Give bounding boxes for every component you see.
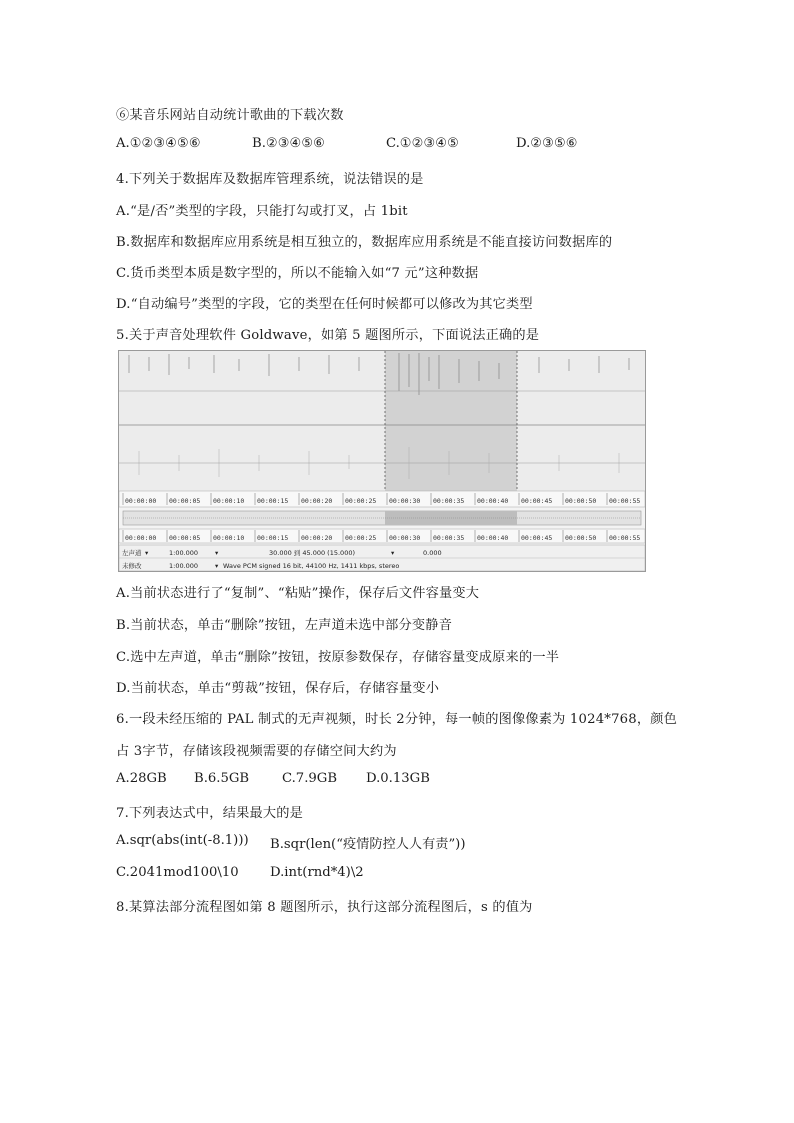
ruler-tick-label: 00:00:10 [213, 497, 245, 505]
svg-text:▾: ▾ [145, 549, 149, 557]
q4-option-b: B.数据库和数据库应用系统是相互独立的，数据库应用系统是不能直接访问数据库的 [116, 235, 613, 250]
ruler-tick-label: 00:00:50 [565, 497, 597, 505]
q8-stem: 8.某算法部分流程图如第 8 题图所示，执行这部分流程图后，s 的值为 [116, 900, 533, 915]
ruler-tick-label: 00:00:15 [257, 497, 289, 505]
ruler-tick-label: 00:00:05 [169, 534, 201, 542]
q4-stem: 4.下列关于数据库及数据库管理系统，说法错误的是 [116, 172, 424, 187]
q7-option-d: D.int(rnd*4)\2 [270, 865, 364, 880]
q3-option-a: A.①②③④⑤⑥ [116, 136, 201, 151]
ruler-tick-label: 00:00:45 [521, 497, 553, 505]
svg-text:▾: ▾ [215, 562, 219, 570]
ruler-tick-label: 00:00:45 [521, 534, 553, 542]
status-zoom2: 1:00.000 [169, 562, 199, 570]
ruler-tick-label: 00:00:00 [125, 497, 157, 505]
svg-text:▾: ▾ [391, 549, 395, 557]
q5-option-c: C.选中左声道，单击“删除”按钮，按原参数保存，存储容量变成原来的一半 [116, 650, 560, 665]
ruler-tick-label: 00:00:15 [257, 534, 289, 542]
q3-item6: ⑥某音乐网站自动统计歌曲的下载次数 [116, 108, 344, 123]
ruler-tick-label: 00:00:35 [433, 497, 465, 505]
q7-stem: 7.下列表达式中，结果最大的是 [116, 806, 304, 821]
ruler-tick-label: 00:00:30 [389, 534, 421, 542]
q7-option-a: A.sqr(abs(int(-8.1))) [116, 833, 249, 848]
svg-text:▾: ▾ [215, 549, 219, 557]
ruler-tick-label: 00:00:50 [565, 534, 597, 542]
status-format: Wave PCM signed 16 bit, 44100 Hz, 1411 kbps, stereo [223, 562, 400, 570]
status-state: 未修改 [122, 562, 142, 570]
q4-option-d: D.“自动编号”类型的字段，它的类型在任何时候都可以修改为其它类型 [116, 297, 533, 312]
q7-option-b: B.sqr(len(“疫情防控人人有责”)) [270, 837, 466, 852]
status-channel: 左声道 [122, 549, 142, 557]
q7-option-c: C.2041mod100\10 [116, 865, 239, 880]
status-position: 0.000 [423, 549, 442, 557]
q5-option-b: B.当前状态，单击“删除”按钮，左声道未选中部分变静音 [116, 618, 453, 633]
ruler-tick-label: 00:00:05 [169, 497, 201, 505]
ruler-tick-label: 00:00:40 [477, 497, 509, 505]
q5-stem: 5.关于声音处理软件 Goldwave，如第 5 题图所示，下面说法正确的是 [116, 328, 540, 343]
ruler-tick-label: 00:00:55 [609, 497, 641, 505]
ruler-tick-label: 00:00:10 [213, 534, 245, 542]
ruler-tick-label: 00:00:30 [389, 497, 421, 505]
ruler-tick-label: 00:00:25 [345, 534, 377, 542]
q3-option-c: C.①②③④⑤ [386, 136, 459, 151]
ruler-tick-label: 00:00:55 [609, 534, 641, 542]
q6-option-d: D.0.13GB [366, 771, 430, 786]
q3-option-b: B.②③④⑤⑥ [252, 136, 325, 151]
q3-option-d: D.②③⑤⑥ [516, 136, 578, 151]
q5-option-d: D.当前状态，单击“剪裁”按钮，保存后，存储容量变小 [116, 681, 440, 696]
q4-option-c: C.货币类型本质是数字型的，所以不能输入如“7 元”这种数据 [116, 266, 479, 281]
q6-option-b: B.6.5GB [194, 771, 250, 786]
ruler-tick-label: 00:00:25 [345, 497, 377, 505]
goldwave-figure [118, 350, 646, 572]
ruler-tick-label: 00:00:20 [301, 534, 333, 542]
status-selection: 30.000 到 45.000 (15.000) [269, 549, 356, 557]
q6-option-a: A.28GB [116, 771, 167, 786]
q6-option-c: C.7.9GB [282, 771, 338, 786]
q6-stem-line2: 占 3字节，存储该段视频需要的存储空间大约为 [116, 744, 397, 759]
status-zoom1: 1:00.000 [169, 549, 199, 557]
q6-stem-line1: 6.一段未经压缩的 PAL 制式的无声视频，时长 2分钟，每一帧的图像像素为 1024*768，颜色 [116, 712, 678, 727]
q5-option-a: A.当前状态进行了“复制”、“粘贴”操作，保存后文件容量变大 [116, 586, 480, 601]
ruler-tick-label: 00:00:00 [125, 534, 157, 542]
q4-option-a: A.“是/否”类型的字段，只能打勾或打叉，占 1bit [116, 204, 408, 219]
ruler-tick-label: 00:00:35 [433, 534, 465, 542]
ruler-tick-label: 00:00:40 [477, 534, 509, 542]
ruler-tick-label: 00:00:20 [301, 497, 333, 505]
